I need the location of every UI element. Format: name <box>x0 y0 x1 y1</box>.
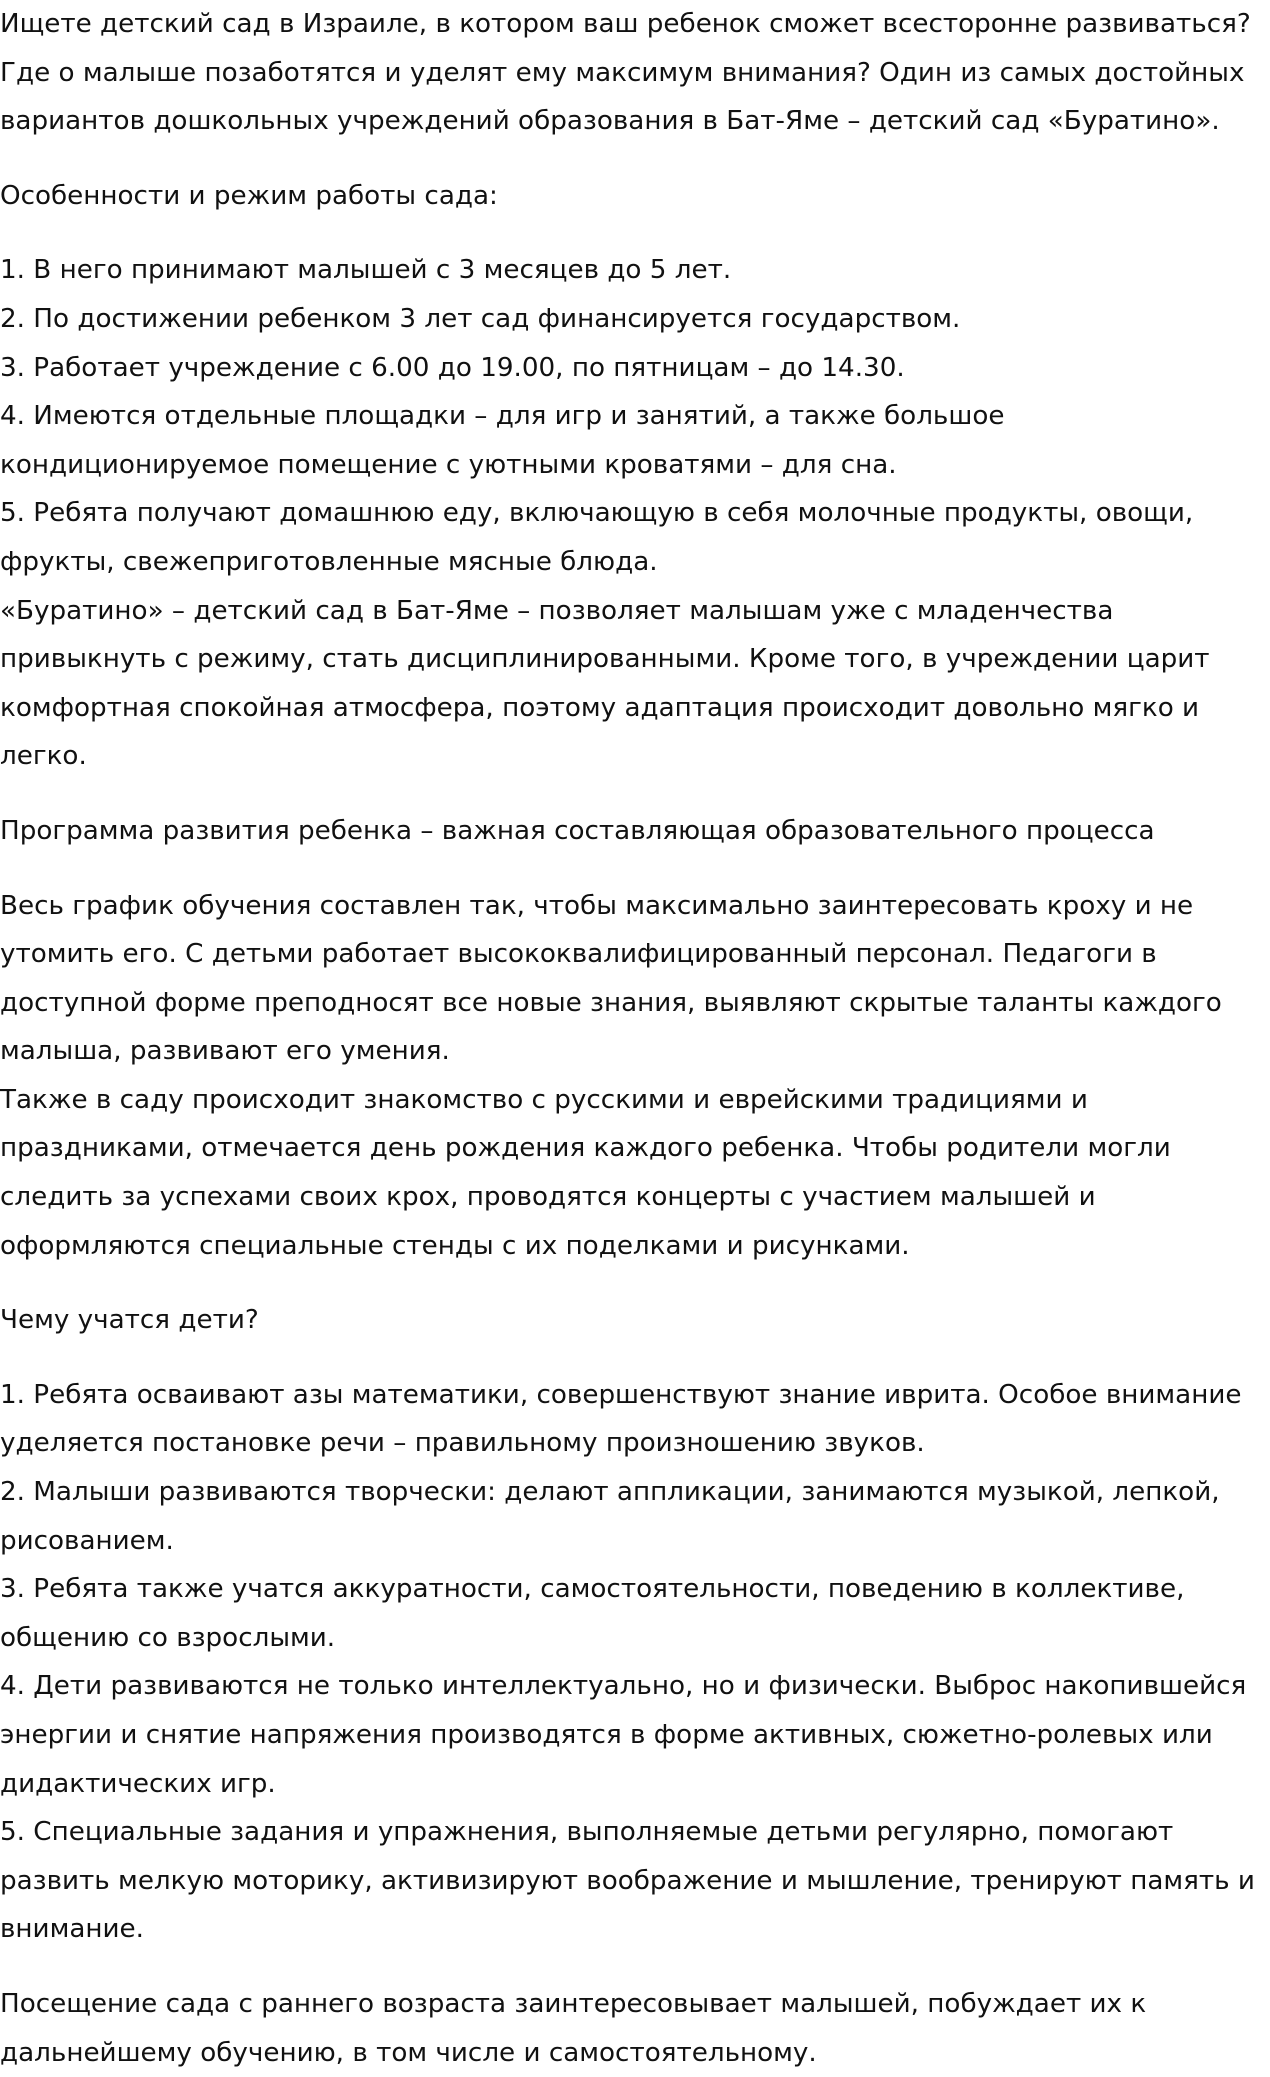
features-line: 1. В него принимают малышей с 3 месяцев до 5 лет. <box>0 255 732 286</box>
features-line: 4. Имеются отдельные площадки – для игр и занятий, а также большое <box>0 401 1005 432</box>
features-line: «Буратино» – детский сад в Бат-Яме – позволяет малышам уже с младенчества <box>0 595 1114 626</box>
learning-line: уделяется постановке речи – правильному произношению звуков. <box>0 1428 925 1459</box>
intro-line: Ищете детский сад в Израиле, в котором ваш ребенок сможет всесторонне развиваться? <box>0 9 1251 39</box>
conclusion-line: дальнейшему обучению, в том числе и самостоятельному. <box>0 2037 817 2068</box>
program-paragraph <box>0 882 1258 1271</box>
program-line: следить за успехами своих крох, проводятся концерты с участием малышей и <box>0 1182 1096 1213</box>
learning-list <box>0 1371 1258 1954</box>
learning-line: внимание. <box>0 1914 144 1945</box>
learning-line: энергии и снятие напряжения производятся в форме активных, сюжетно-ролевых или <box>0 1720 1213 1750</box>
learning-line: 2. Малыши развиваются творчески: делают аппликации, занимаются музыкой, лепкой, <box>0 1477 1220 1508</box>
program-line: доступной форме преподносят все новые знания, выявляют скрытые таланты каждого <box>0 987 1222 1018</box>
learning-line: 5. Специальные задания и упражнения, выполняемые детьми регулярно, помогают <box>0 1817 1174 1848</box>
conclusion-paragraph <box>0 1980 1258 2077</box>
paragraph-gap <box>0 781 1258 807</box>
program-line: праздниками, отмечается день рождения каждого ребенка. Чтобы родители могли <box>0 1133 1171 1164</box>
conclusion-line: Посещение сада с раннего возраста заинтересовывает малышей, побуждает их к <box>0 1988 1147 2019</box>
features-line: привыкнуть с режиму, стать дисциплинированными. Кроме того, в учреждении царит <box>0 644 1210 675</box>
learning-heading: Чему учатся дети? <box>0 1305 259 1336</box>
features-line: 2. По достижении ребенком 3 лет сад финансируется государством. <box>0 303 961 334</box>
learning-line: 3. Ребята также учатся аккуратности, самостоятельности, поведению в коллективе, <box>0 1574 1185 1605</box>
learning-line: общению со взрослыми. <box>0 1622 336 1653</box>
features-line: кондиционируемое помещение с уютными кроватями – для сна. <box>0 449 897 480</box>
intro-line: вариантов дошкольных учреждений образования в Бат-Яме – детский сад «Буратино». <box>0 106 1220 137</box>
learning-line: рисованием. <box>0 1525 174 1556</box>
program-line: оформляются специальные стенды с их поделками и рисунками. <box>0 1230 910 1261</box>
intro-line: Где о малыше позаботятся и уделят ему максимум внимания? Один из самых достойных <box>0 57 1245 88</box>
features-line: 5. Ребята получают домашнюю еду, включающую в себя молочные продукты, овощи, <box>0 498 1194 529</box>
features-line: комфортная спокойная атмосфера, поэтому адаптация происходит довольно мягко и <box>0 692 1200 723</box>
paragraph-gap <box>0 146 1258 172</box>
program-line: утомить его. С детьми работает высококвалифицированный персонал. Педагоги в <box>0 939 1157 970</box>
learning-line: дидактических игр. <box>0 1768 276 1799</box>
paragraph-gap <box>0 1345 1258 1371</box>
program-line: Также в саду происходит знакомство с русскими и еврейскими традициями и <box>0 1084 1088 1115</box>
features-line: легко. <box>0 741 87 772</box>
features-line: фрукты, свежеприготовленные мясные блюда. <box>0 546 658 577</box>
paragraph-gap <box>0 1270 1258 1296</box>
program-line: малыша, развивают его умения. <box>0 1036 450 1067</box>
features-line: 3. Работает учреждение с 6.00 до 19.00, по пятницам – до 14.30. <box>0 352 905 383</box>
intro-paragraph <box>0 0 1258 146</box>
paragraph-gap <box>0 856 1258 882</box>
learning-line: 1. Ребята осваивают азы математики, совершенствуют знание иврита. Особое внимание <box>0 1379 1242 1410</box>
learning-line: 4. Дети развиваются не только интеллектуально, но и физически. Выброс накопившейся <box>0 1671 1247 1702</box>
learning-line: развить мелкую моторику, активизируют воображение и мышление, тренируют память и <box>0 1865 1255 1896</box>
program-heading: Программа развития ребенка – важная составляющая образовательного процесса <box>0 815 1155 846</box>
paragraph-gap <box>0 1954 1258 1980</box>
paragraph-gap <box>0 220 1258 246</box>
features-heading: Особенности и режим работы сада: <box>0 180 498 211</box>
program-line: Весь график обучения составлен так, чтобы максимально заинтересовать кроху и не <box>0 890 1194 921</box>
features-list <box>0 246 1258 781</box>
